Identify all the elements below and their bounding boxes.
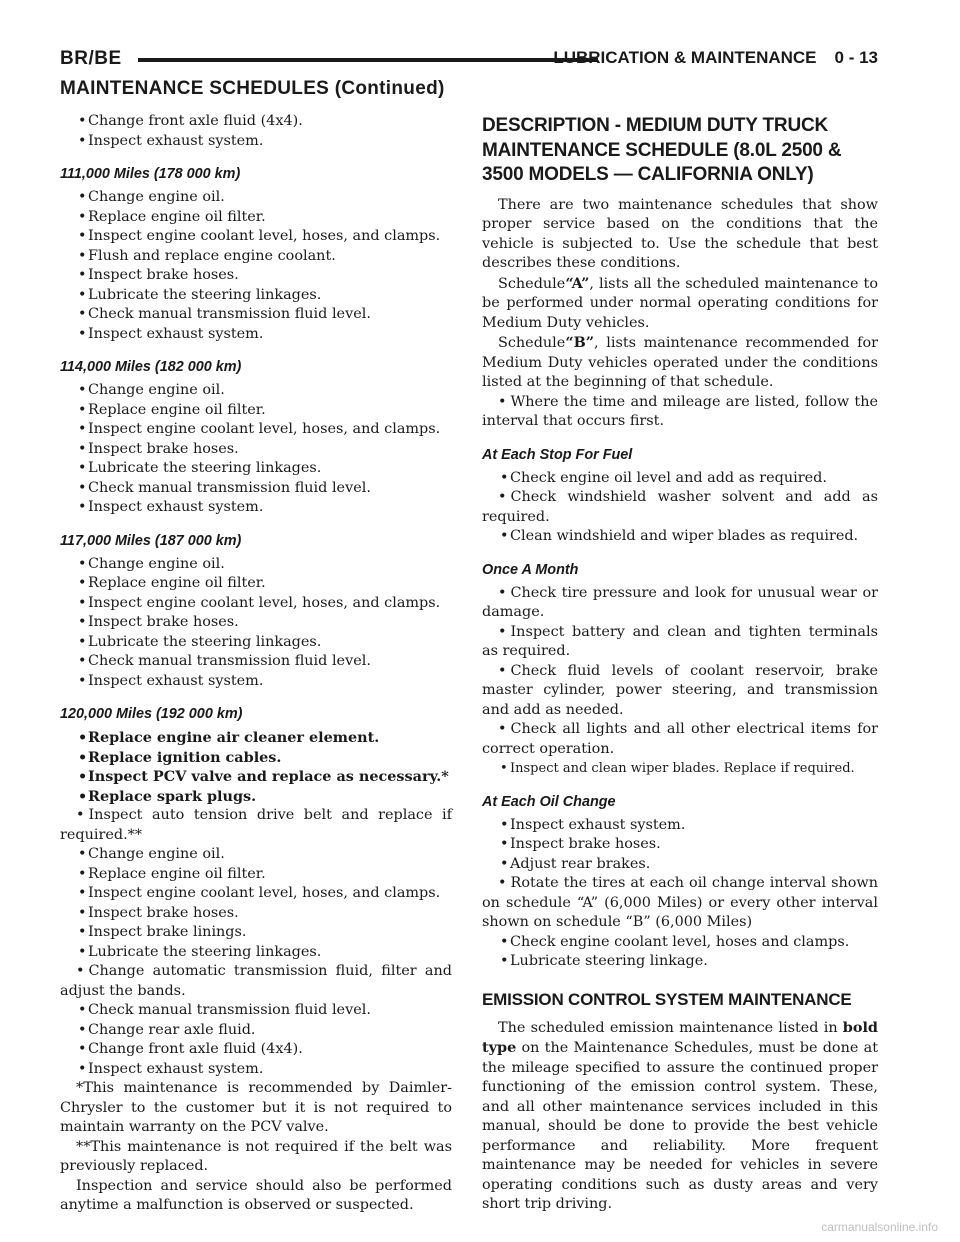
bullet-icon: • <box>500 953 509 969</box>
bullet-icon: • <box>78 132 87 149</box>
bullet-icon: • <box>78 286 87 303</box>
section-heading-111000: 111,000 Miles (178 000 km) <box>60 166 241 182</box>
list-item-emission: •Replace engine air cleaner element. <box>78 729 380 746</box>
bullet-icon: • <box>76 807 85 823</box>
bullet-icon: • <box>498 584 507 601</box>
list-item: • Inspect brake hoses. <box>60 266 452 286</box>
list-item: • Inspect exhaust system. <box>482 816 878 836</box>
bullet-icon: • <box>78 729 88 746</box>
bullet-icon: • <box>78 1041 87 1057</box>
bullet-icon: • <box>78 633 87 650</box>
list-item: • Lubricate the steering linkages. <box>60 459 452 479</box>
list-item: • Replace engine oil filter. <box>60 865 452 885</box>
bullet-icon: • <box>78 440 87 457</box>
list-item: • Clean windshield and wiper blades as required. <box>482 527 878 547</box>
list-item: • Inspect exhaust system. <box>60 672 452 692</box>
note-inspection: Inspection and service should also be performed anytime a malfunction is observed or suspected. <box>60 1177 452 1213</box>
bullet-icon: • <box>78 865 87 882</box>
list-item: • Replace engine oil filter. <box>60 208 452 228</box>
bullet-icon: • <box>78 846 87 862</box>
page-header <box>60 42 878 72</box>
section-heading-month: Once A Month <box>482 561 579 578</box>
bullet-icon: • <box>498 489 507 505</box>
bullet-icon: • <box>498 393 507 410</box>
right-column <box>482 114 878 1215</box>
bullet-icon: • <box>78 460 87 476</box>
bullet-icon: • <box>78 555 87 572</box>
list-item: • Check windshield washer solvent and add as required. <box>482 489 878 525</box>
bullet-icon: • <box>78 885 87 901</box>
bullet-icon: • <box>78 1060 87 1077</box>
left-column <box>60 112 452 1216</box>
list-item: • Inspect exhaust system. <box>60 498 452 518</box>
emission-heading: EMISSION CONTROL SYSTEM MAINTENANCE <box>482 989 852 1009</box>
bullet-icon: • <box>78 421 87 437</box>
bullet-icon: • <box>78 594 87 611</box>
list-item: • Replace engine oil filter. <box>60 574 452 594</box>
list-item: • Lubricate steering linkage. <box>482 952 878 972</box>
list-item: • Inspect auto tension drive belt and replace if required.** <box>60 807 452 843</box>
list-item: • Inspect brake linings. <box>60 923 452 943</box>
running-title: MAINTENANCE SCHEDULES (Continued) <box>60 78 445 99</box>
bullet-icon: • <box>498 623 507 640</box>
list-item: • Inspect engine coolant level, hoses, and clamps. <box>60 594 452 614</box>
bullet-icon: • <box>500 761 508 776</box>
bullet-icon: • <box>78 208 87 225</box>
list-item: • Inspect brake hoses. <box>60 440 452 460</box>
list-item: • Change engine oil. <box>60 845 452 865</box>
header-rule <box>138 58 598 62</box>
bullet-icon: • <box>78 768 88 785</box>
list-item: • Inspect brake hoses. <box>60 904 452 924</box>
list-item: • Check engine oil level and add as required. <box>482 469 878 489</box>
footnote-belt: **This maintenance is not required if the belt was previously replaced. <box>60 1138 452 1174</box>
bullet-icon: • <box>500 469 509 486</box>
list-item: • Inspect exhaust system. <box>60 1060 452 1080</box>
description-heading: DESCRIPTION - MEDIUM DUTY TRUCK MAINTENANCE SCHEDULE (8.0L 2500 & 3500 MODELS — CALIFORNIA ONLY) <box>482 115 842 185</box>
list-item: • Check manual transmission fluid level. <box>60 652 452 672</box>
bullet-icon: • <box>78 306 87 322</box>
bullet-icon: • <box>500 933 509 950</box>
bullet-icon: • <box>78 904 87 921</box>
bullet-icon: • <box>78 672 87 689</box>
list-item: • Change rear axle fluid. <box>60 1021 452 1041</box>
list-item: • Change engine oil. <box>60 555 452 575</box>
bullet-icon: • <box>78 748 88 766</box>
list-item: • Lubricate the steering linkages. <box>60 286 452 306</box>
bullet-icon: • <box>78 228 87 244</box>
bullet-icon: • <box>78 653 87 669</box>
list-item: • Lubricate the steering linkages. <box>60 633 452 653</box>
list-item: • Check fluid levels of coolant reservoir, brake master cylinder, power steering, and transmission and add as needed. <box>482 662 878 718</box>
bullet-icon: • <box>78 499 87 515</box>
bullet-icon: • <box>78 247 87 264</box>
page-number: 0 - 13 <box>834 48 878 67</box>
list-item: • Check manual transmission fluid level. <box>60 305 452 325</box>
list-item: • Check engine coolant level, hoses and clamps. <box>482 933 878 953</box>
list-item: • Inspect brake hoses. <box>60 613 452 633</box>
bullet-icon: • <box>78 401 87 418</box>
section-heading-120000: 120,000 Miles (192 000 km) <box>60 706 243 722</box>
bullet-icon: • <box>500 836 509 852</box>
bullet-icon: • <box>78 382 87 398</box>
bullet-icon: • <box>500 855 509 872</box>
section-heading-fuel: At Each Stop For Fuel <box>482 446 633 463</box>
schedule-a-label: “A” <box>565 274 590 292</box>
list-item-emission: •Replace spark plugs. <box>78 787 257 805</box>
list-item: • Rotate the tires at each oil change interval shown on schedule “A” (6,000 Miles) or every other interval shown on schedule “B” (6,000 Miles) <box>482 875 878 930</box>
list-item: • Check all lights and all other electrical items for correct operation. <box>482 721 878 757</box>
schedule-b-label: “B” <box>565 334 595 351</box>
list-item: • Change automatic transmission fluid, filter and adjust the bands. <box>60 963 452 999</box>
bullet-icon: • <box>498 875 507 891</box>
bullet-icon: • <box>78 943 87 960</box>
bullet-icon: • <box>78 1002 87 1018</box>
bullet-icon: • <box>498 662 507 679</box>
footnote-pcv: *This maintenance is recommended by Daimler-Chrysler to the customer but it is not required to maintain warranty on the PCV valve. <box>60 1080 452 1135</box>
list-item: • Change front axle fluid (4x4). <box>60 112 452 132</box>
schedule-a-paragraph: Schedule“A”, lists all the scheduled maintenance to be performed under normal operating conditions for Medium Duty vehicles. <box>482 274 878 331</box>
top-list <box>60 112 452 151</box>
list-item: • Inspect engine coolant level, hoses, and clamps. <box>60 227 452 247</box>
list-item: • Inspect and clean wiper blades. Replace if required. <box>482 759 878 779</box>
bullet-icon: • <box>78 575 87 591</box>
bullet-icon: • <box>78 113 87 129</box>
bullet-icon: • <box>500 528 509 544</box>
list-item: • Inspect exhaust system. <box>60 132 452 152</box>
list-item: • Inspect engine coolant level, hoses, and clamps. <box>60 884 452 904</box>
section-heading-114000: 114,000 Miles (182 000 km) <box>60 359 242 375</box>
list-item: • Inspect exhaust system. <box>60 325 452 345</box>
section-heading-117000: 117,000 Miles (187 000 km) <box>60 532 242 549</box>
emission-paragraph: The scheduled emission maintenance listed in bold type on the Maintenance Schedules, must be done at the mileage specified to assure the continued proper functioning of the emission control system. These, and all other maintenance services included in this manual, should be done to provide the best vehicle performance and reliability. More frequent maintenance may be needed for vehicles in severe operating conditions such as dusty areas and very short trip driving. <box>482 1018 878 1212</box>
bullet-icon: • <box>78 1021 87 1038</box>
time-mileage-note: • Where the time and mileage are listed, follow the interval that occurs first. <box>482 393 878 429</box>
bullet-icon: • <box>78 614 87 630</box>
list-item-emission: •Replace ignition cables. <box>78 748 282 766</box>
list-item: • Lubricate the steering linkages. <box>60 943 452 963</box>
list-item: • Change engine oil. <box>60 381 452 401</box>
list-item: • Check manual transmission fluid level. <box>60 1001 452 1021</box>
list-item: • Change front axle fluid (4x4). <box>60 1040 452 1060</box>
bullet-icon: • <box>498 721 507 737</box>
list-item: • Change engine oil. <box>60 188 452 208</box>
section-heading-oil-change: At Each Oil Change <box>482 793 616 810</box>
list-item: • Inspect brake hoses. <box>482 835 878 855</box>
bullet-icon: • <box>78 479 87 496</box>
section-title: LUBRICATION & MAINTENANCE <box>553 48 817 67</box>
bullet-icon: • <box>78 787 88 805</box>
list-item: • Flush and replace engine coolant. <box>60 247 452 267</box>
model-code: BR/BE <box>60 48 122 69</box>
list-item: • Check manual transmission fluid level. <box>60 479 452 499</box>
list-111000 <box>60 188 452 344</box>
watermark: carmanualsonline.info <box>821 1220 938 1234</box>
list-item-emission: •Inspect PCV valve and replace as necessary.* <box>78 768 449 785</box>
list-120000 <box>60 728 452 1216</box>
bullet-icon: • <box>78 924 87 940</box>
bold-type-term: bold type <box>482 1018 878 1056</box>
intro-paragraph: There are two maintenance schedules that show proper service based on the conditions that the vehicle is subjected to. Use the schedule that best describes these conditions. <box>482 196 878 271</box>
bullet-icon: • <box>500 816 509 833</box>
bullet-icon: • <box>76 963 85 979</box>
list-item: • Inspect engine coolant level, hoses, and clamps. <box>60 420 452 440</box>
schedule-b-paragraph: Schedule“B”, lists maintenance recommended for Medium Duty vehicles operated under the conditions listed at the beginning of that schedule. <box>482 334 878 390</box>
list-114000 <box>60 381 452 518</box>
list-item: • Adjust rear brakes. <box>482 855 878 875</box>
list-item: • Inspect battery and clean and tighten terminals as required. <box>482 623 878 659</box>
bullet-icon: • <box>78 325 87 342</box>
header-section <box>553 48 878 68</box>
list-item: • Replace engine oil filter. <box>60 401 452 421</box>
list-item: • Check tire pressure and look for unusual wear or damage. <box>482 584 878 620</box>
bullet-icon: • <box>78 189 87 205</box>
bullet-icon: • <box>78 267 87 283</box>
list-117000 <box>60 555 452 692</box>
